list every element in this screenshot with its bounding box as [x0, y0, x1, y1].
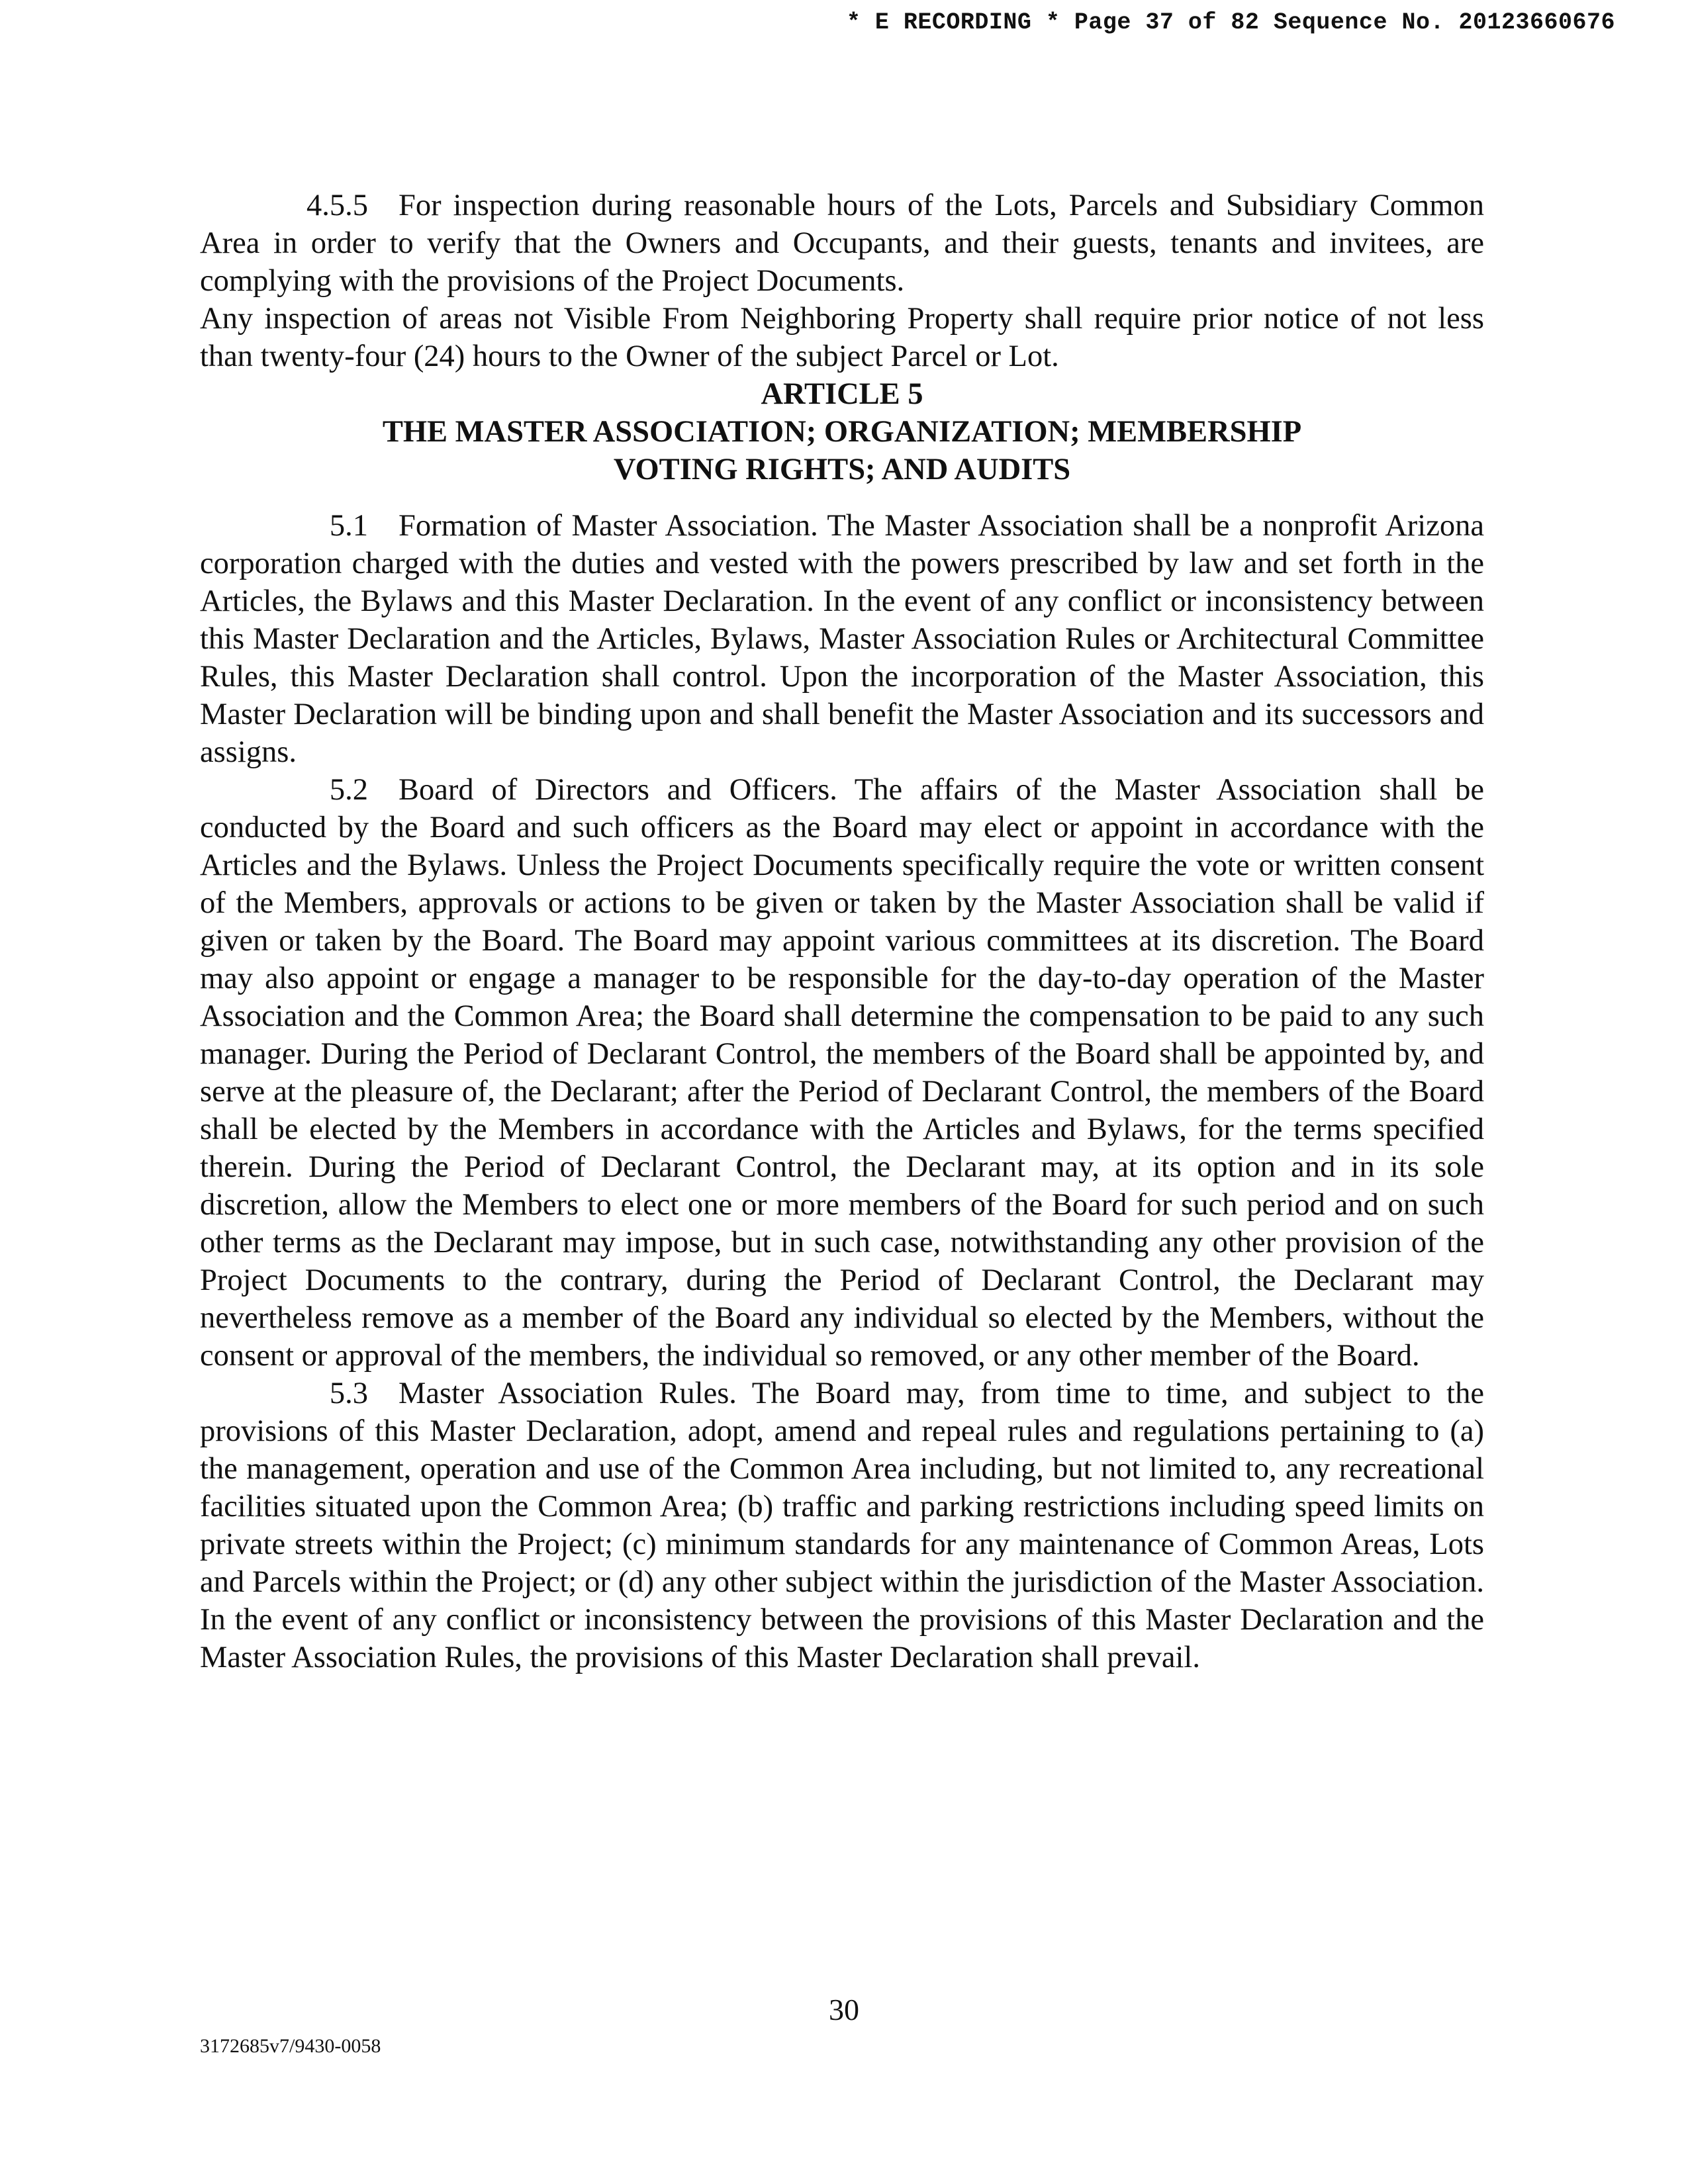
- article-title-line-1: THE MASTER ASSOCIATION; ORGANIZATION; MEMBERSHIP: [382, 415, 1302, 449]
- section-text: Master Association Rules. The Board may, from time to time, and subject to the provisions of this Master Declaration, adopt, amend and repeal rules and regulations pertaining to (a) the management, operation and use of the Common Area including, but not limited to, any recreational facilities situated upon the Common Area; (b) traffic and parking restrictions including speed limits on private streets within the Project; (c) minimum standards for any maintenance of Common Areas, Lots and Parcels within the Project; or (d) any other subject within the jurisdiction of the Master Association. In the event of any conflict or inconsistency between the provisions of this Master Declaration and the Master Association Rules, the provisions of this Master Declaration shall prevail.: [200, 1377, 1484, 1674]
- section-number: 5.1: [329, 509, 368, 543]
- section-number: 4.5.5: [306, 189, 368, 222]
- page-number: 30: [829, 1993, 859, 2026]
- section-5-1: [200, 507, 1484, 771]
- recording-header: * E RECORDING * Page 37 of 82 Sequence No. 20123660676: [846, 9, 1615, 36]
- section-5-2: [200, 771, 1484, 1375]
- section-text: Formation of Master Association. The Master Association shall be a nonprofit Arizona corporation charged with the duties and vested with the powers prescribed by law and set forth in the Articles, the Bylaws and this Master Declaration. In the event of any conflict or inconsistency between this Master Declaration and the Articles, Bylaws, Master Association Rules or Architectural Committee Rules, this Master Declaration shall control. Upon the incorporation of the Master Association, this Master Declaration will be binding upon and shall benefit the Master Association and its successors and assigns.: [200, 509, 1484, 769]
- section-4-5-5: [200, 187, 1484, 300]
- document-id: 3172685v7/9430-0058: [200, 2035, 381, 2057]
- section-text: For inspection during reasonable hours of the Lots, Parcels and Subsidiary Common Area in order to verify that the Owners and Occupants, and their guests, tenants and invitees, are complying with the provisions of the Project Documents.: [200, 189, 1484, 298]
- article-title-line-2: VOTING RIGHTS; AND AUDITS: [613, 453, 1071, 486]
- section-number: 5.2: [329, 773, 368, 807]
- section-5-3: [200, 1375, 1484, 1676]
- section-text: Board of Directors and Officers. The affairs of the Master Association shall be conducted by the Board and such officers as the Board may elect or appoint in accordance with the Articles and the Bylaws. Unless the Project Documents specifically require the vote or written consent of the Members, approvals or actions to be given or taken by the Master Association shall be valid if given or taken by the Board. The Board may appoint various committees at its discretion. The Board may also appoint or engage a manager to be responsible for the day-to-day operation of the Master Association and the Common Area; the Board shall determine the compensation to be paid to any such manager. During the Period of Declarant Control, the members of the Board shall be appointed by, and serve at the pleasure of, the Declarant; after the Period of Declarant Control, the members of the Board shall be elected by the Members in accordance with the Articles and Bylaws, for the terms specified therein. During the Period of Declarant Control, the Declarant may, at its option and in its sole discretion, allow the Members to elect one or more members of the Board for such period and on such other terms as the Declarant may impose, but in such case, notwithstanding any other provision of the Project Documents to the contrary, during the Period of Declarant Control, the Declarant may nevertheless remove as a member of the Board any individual so elected by the Members, without the consent or approval of the members, the individual so removed, or any other member of the Board.: [200, 773, 1484, 1373]
- document-body: [200, 187, 1484, 1676]
- inspection-notice-paragraph: Any inspection of areas not Visible From Neighboring Property shall require prior notice of not less than twenty-four (24) hours to the Owner of the subject Parcel or Lot.: [200, 302, 1484, 373]
- section-number: 5.3: [329, 1377, 368, 1410]
- article-number: ARTICLE 5: [761, 377, 923, 411]
- article-heading: [200, 375, 1484, 488]
